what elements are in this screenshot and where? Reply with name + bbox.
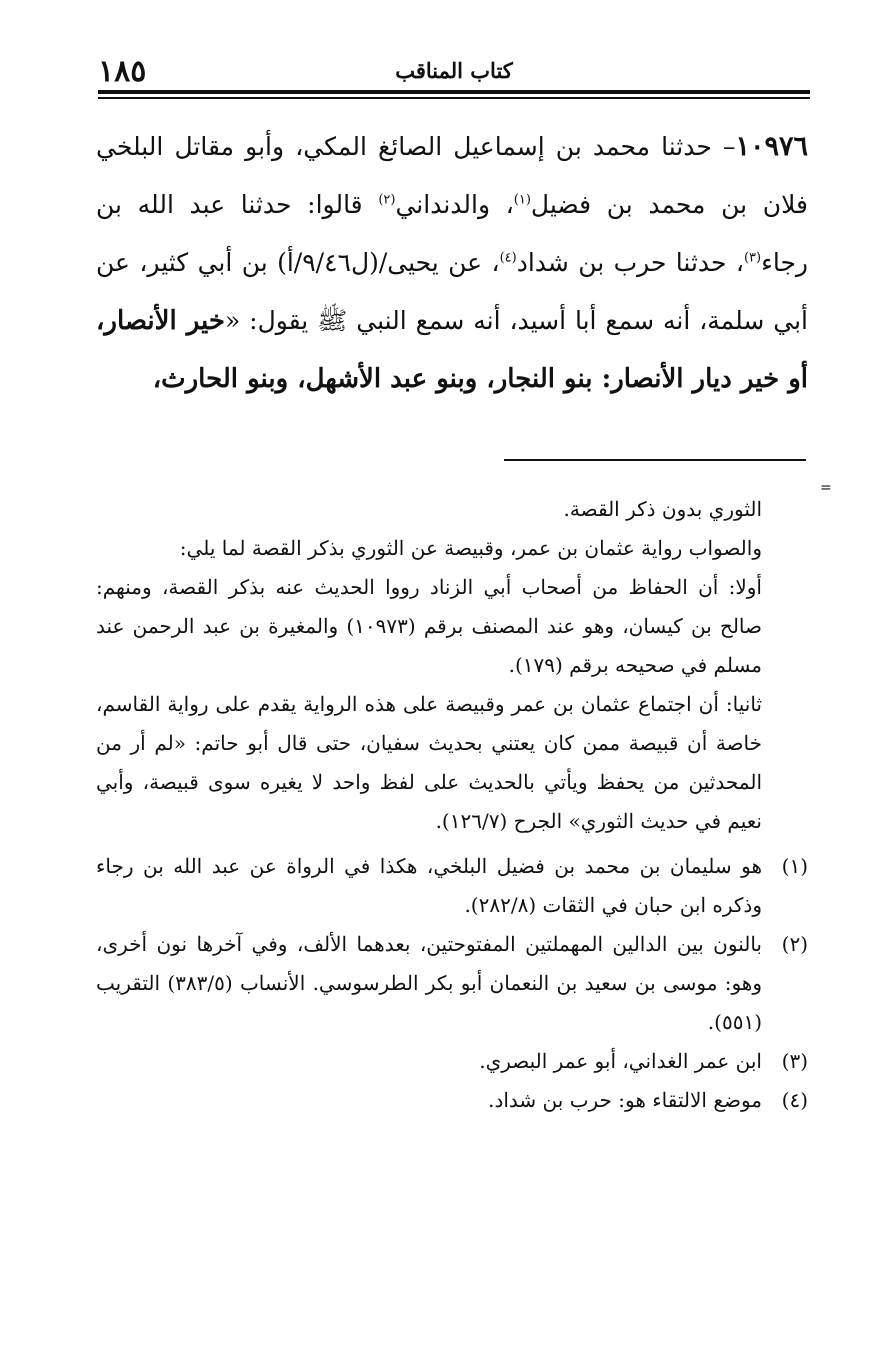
hadith-paragraph [96, 118, 808, 408]
hadith-chain-part3: قالوا: حدثنا عبد الله بن رجاء [96, 190, 808, 277]
footnote-number: (٢) [781, 932, 808, 956]
footnotes [96, 490, 808, 1120]
footnote-continued-paragraph: أولا: أن الحفاظ من أصحاب أبي الزناد رووا الحديث عنه بذكر القصة، ومنهم: صالح بن كيسان، وهو عند المصنف برقم (١٠٩٧٣) والمغيرة بن عبد الرحمن عند مسلم في صحيحه برقم (١٧٩). [96, 575, 762, 677]
footnote-item [96, 1042, 808, 1081]
footnote-text: ابن عمر الغداني، أبو عمر البصري. [479, 1049, 762, 1073]
footnote-text: بالنون بين الدالين المهملتين المفتوحتين، بعدهما الألف، وفي آخرها نون أخرى، وهو: موسى بن سعيد بن النعمان أبو بكر الطرسوسي. الأنساب (٣٨٣/٥) التقريب (٥٥١). [96, 932, 763, 1034]
footnote-item [96, 925, 808, 1042]
footnote-item [96, 1081, 808, 1120]
footnote-separator [504, 459, 806, 461]
hadith-chain-part4: ، حدثنا حرب بن شداد [516, 248, 744, 277]
header-rule-thick [98, 90, 810, 94]
footnote-text: هو سليمان بن محمد بن فضيل البلخي، هكذا في الرواة عن عبد الله بن رجاء وذكره ابن حبان في الثقات (٢٨٢/٨). [96, 854, 762, 917]
footnote-text: موضع الالتقاء هو: حرب بن شداد. [488, 1088, 762, 1112]
footnote-item [96, 847, 808, 925]
footnote-ref-1: (١) [513, 192, 531, 208]
footnote-number: (٣) [781, 1049, 808, 1073]
hadith-chain-part5: ، عن يحيى/(ل٩/٤٦/أ) بن أبي كثير، عن أبي سلمة، أنه سمع أبا أسيد، أنه سمع النبي ﷺ يقول: « [96, 248, 808, 335]
continuation-marker: = [820, 480, 832, 496]
hadith-text [96, 118, 808, 408]
hadith-number: ١٠٩٧٦ [735, 131, 808, 162]
footnote-ref-2: (٢) [378, 192, 396, 208]
footnote-ref-3: (٣) [743, 250, 762, 266]
footnote-number: (٤) [781, 1088, 808, 1112]
hadith-chain-part1: – حدثنا محمد بن إسماعيل الصائغ المكي، وأبو مقاتل البلخي فلان بن محمد بن فضيل [96, 132, 808, 219]
hadith-quote: خير الأنصار، أو خير ديار الأنصار: بنو النجار، وبنو عبد الأشهل، وبنو الحارث، [96, 306, 808, 394]
book-title: كتاب المناقب [395, 58, 513, 83]
footnote-ref-4: (٤) [499, 250, 517, 266]
footnote-continued-paragraph: ثانيا: أن اجتماع عثمان بن عمر وقبيصة على هذه الرواية يقدم على رواية القاسم، خاصة أن قبيصة ممن كان يعتني بحديث سفيان، حتى قال أبو حاتم: «لم أر من المحدثين من يحفظ ويأتي بالحديث على لفظ واحد لا يغيره سوى قبيصة، وأبي نعيم في حديث الثوري» الجرح (١٢٦/٧). [96, 692, 762, 833]
page-number: ١٨٥ [98, 54, 147, 89]
footnote-continued-line: الثوري بدون ذكر القصة. [563, 497, 762, 521]
footnote-continued-line: والصواب رواية عثمان بن عمر، وقبيصة عن الثوري بذكر القصة لما يلي: [179, 536, 762, 560]
footnote-number: (١) [781, 854, 808, 878]
hadith-chain-part2: ، والدنداني [395, 190, 514, 219]
header-rule-thin [98, 97, 810, 99]
